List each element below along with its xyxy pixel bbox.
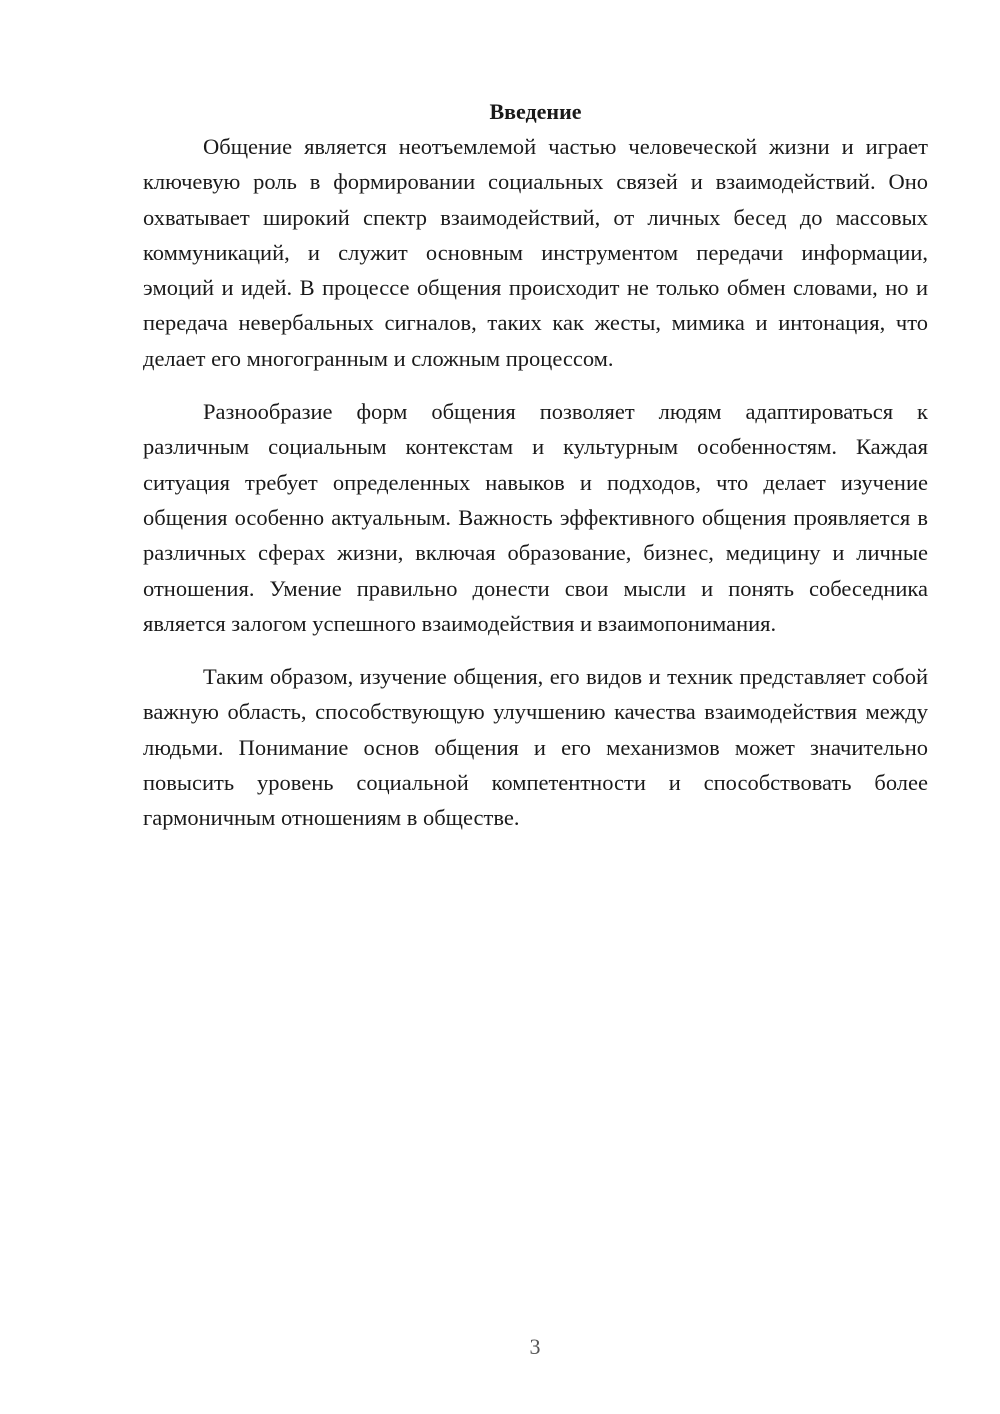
document-body (143, 94, 928, 854)
page-number: 3 (529, 1334, 541, 1359)
paragraph-1: Общение является неотъемлемой частью человеческой жизни и играет ключевую роль в формировании социальных связей и взаимодействий. Оно охватывает широкий спектр взаимодействий, от личных бесед до массовых коммуникаций, и служит основным инструментом передачи информации, эмоций и идей. В процессе общения происходит не только обмен словами, но и передача невербальных сигналов, таких как жесты, мимика и интонация, что делает его многогранным и сложным процессом. (143, 134, 928, 371)
paragraph-3: Таким образом, изучение общения, его видов и техник представляет собой важную область, способствующую улучшению качества взаимодействия между людьми. Понимание основ общения и его механизмов может значительно повысить уровень социальной компетентности и способствовать более гармоничным отношениям в обществе. (143, 664, 928, 831)
paragraph-2: Разнообразие форм общения позволяет людям адаптироваться к различным социальным контекстам и культурным особенностям. Каждая ситуация требует определенных навыков и подходов, что делает изучение общения особенно актуальным. Важность эффективного общения проявляется в различных сферах жизни, включая образование, бизнес, медицину и личные отношения. Умение правильно донести свои мысли и понять собеседника является залогом успешного взаимодействия и взаимопонимания. (143, 399, 928, 636)
section-title: Введение (489, 99, 582, 124)
